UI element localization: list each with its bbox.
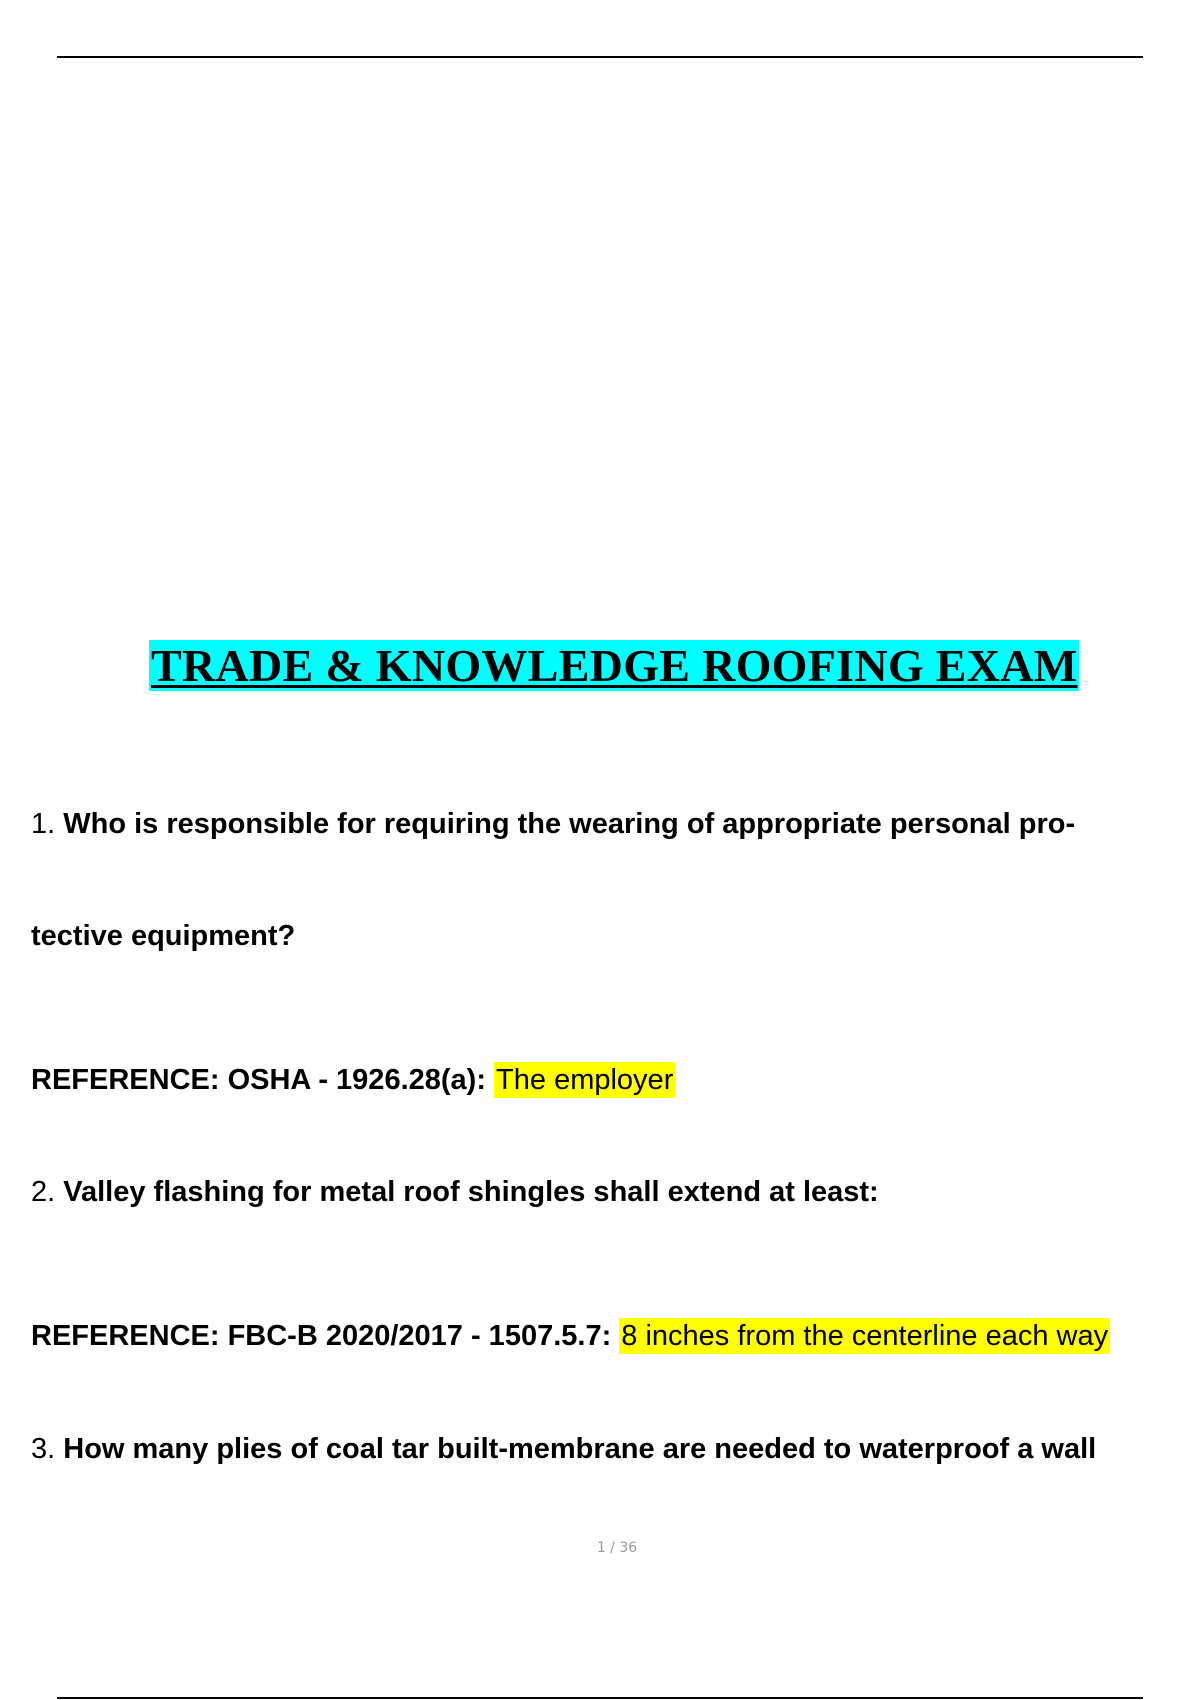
- reference-1-label: REFERENCE: OSHA - 1926.28(a):: [31, 1064, 486, 1096]
- question-3: [31, 1431, 1096, 1467]
- exam-title-text: TRADE & KNOWLEDGE ROOFING EXAM: [151, 640, 1078, 691]
- reference-2: [31, 1318, 1110, 1354]
- header-rule: [57, 56, 1143, 58]
- question-1-number: 1.: [31, 808, 56, 840]
- page-indicator: 1 / 36: [596, 1540, 638, 1556]
- question-3-number: 3.: [31, 1433, 56, 1465]
- footer-rule: [57, 1697, 1143, 1699]
- reference-2-label: REFERENCE: FBC-B 2020/2017 - 1507.5.7:: [31, 1320, 612, 1352]
- question-3-text: How many plies of coal tar built-membrane are needed to waterproof a wall: [63, 1433, 1097, 1465]
- answer-1-highlight: The employer: [496, 1064, 674, 1096]
- question-1-text-continued: tective equipment?: [31, 920, 296, 952]
- question-2-text: Valley flashing for metal roof shingles shall extend at least:: [63, 1176, 879, 1208]
- question-1-text: Who is responsible for requiring the wearing of appropriate personal pro-: [63, 808, 1076, 840]
- question-1-line-2: [31, 918, 295, 954]
- answer-2-highlight: 8 inches from the centerline each way: [621, 1320, 1109, 1352]
- question-2: [31, 1174, 879, 1210]
- question-2-number: 2.: [31, 1176, 56, 1208]
- question-1-line-1: [31, 806, 1075, 842]
- reference-1: [31, 1062, 675, 1098]
- exam-title: [149, 639, 1079, 693]
